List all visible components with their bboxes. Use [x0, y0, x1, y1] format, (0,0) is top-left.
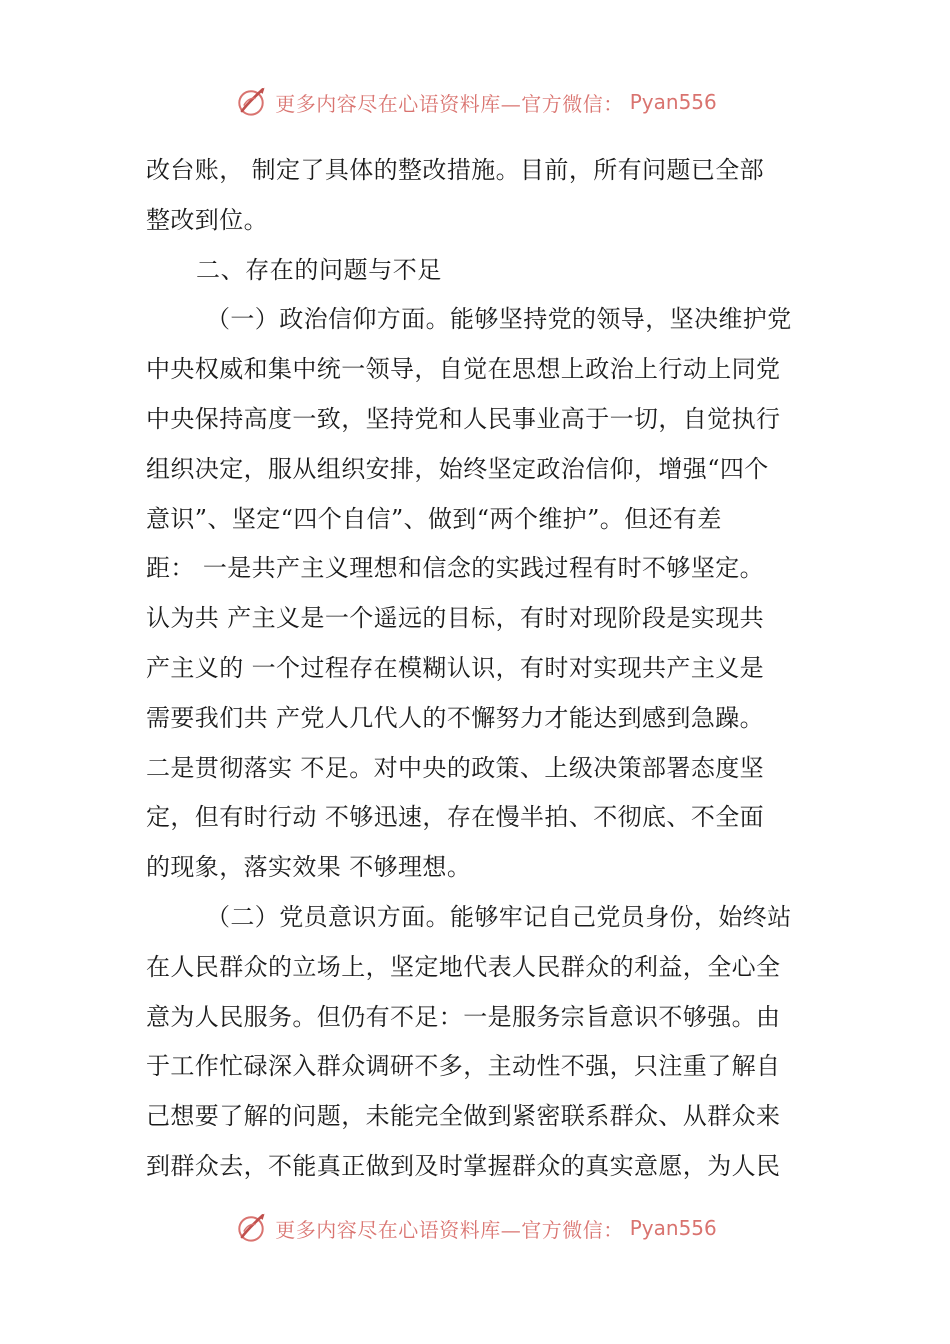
paragraph-start: （一）政治信仰方面。能够坚持党的领导，坚决维护党: [206, 305, 792, 334]
watermark-id: Pyan556: [629, 90, 717, 114]
text-line: 的现象，落实效果 不够理想。: [146, 853, 472, 882]
footer-watermark: [0, 1204, 950, 1244]
text-line: 中央保持高度一致，坚持党和人民事业高于一切，自觉执行: [146, 404, 781, 433]
text-line: 整改到位。: [146, 205, 268, 234]
text-line: 中央权威和集中统一领导，自觉在思想上政治上行动上同党: [146, 355, 781, 384]
paragraph-start: （二）党员意识方面。能够牢记自己党员身份，始终站: [206, 902, 792, 931]
document-body: [146, 146, 810, 1192]
watermark-text: 更多内容尽在心语资料库—官方微信：: [275, 91, 624, 116]
text-line: 距： 一是共产主义理想和信念的实践过程有时不够坚定。: [146, 554, 765, 583]
text-line: 需要我们共 产党人几代人的不懈努力才能达到感到急躁。: [146, 703, 765, 732]
text-line: 认为共 产主义是一个遥远的目标，有时对现阶段是实现共: [146, 604, 765, 633]
text-line: 到群众去，不能真正做到及时掌握群众的真实意愿，为人民: [146, 1151, 781, 1180]
text-line: 产主义的 一个过程存在模糊认识，有时对实现共产主义是: [146, 653, 765, 682]
text-line: 意为人民服务。但仍有不足：一是服务宗旨意识不够强。由: [146, 1002, 781, 1031]
section-heading: 二、存在的问题与不足: [196, 255, 442, 284]
text-line: 于工作忙碌深入群众调研不多，主动性不强，只注重了解自: [146, 1052, 781, 1081]
text-line: 组织决定，服从组织安排，始终坚定政治信仰，增强“四个: [146, 454, 769, 483]
text-line: 改台账， 制定了具体的整改措施。目前，所有问题已全部: [146, 156, 765, 184]
header-watermark: [0, 82, 950, 122]
pen-logo-icon: [233, 1210, 269, 1244]
text-line: 二是贯彻落实 不足。对中央的政策、上级决策部署态度坚: [146, 753, 765, 782]
watermark-text: 更多内容尽在心语资料库—官方微信：: [275, 1217, 624, 1242]
text-line: 定，但有时行动 不够迅速，存在慢半拍、不彻底、不全面: [146, 803, 765, 832]
text-line: 在人民群众的立场上，坚定地代表人民群众的利益，全心全: [146, 952, 781, 981]
pen-logo-icon: [233, 84, 269, 120]
text-line: 意识”、坚定“四个自信”、做到“两个维护”。但还有差: [146, 504, 722, 533]
text-line: 己想要了解的问题，未能完全做到紧密联系群众、从群众来: [146, 1102, 781, 1131]
watermark-id: Pyan556: [629, 1216, 717, 1240]
